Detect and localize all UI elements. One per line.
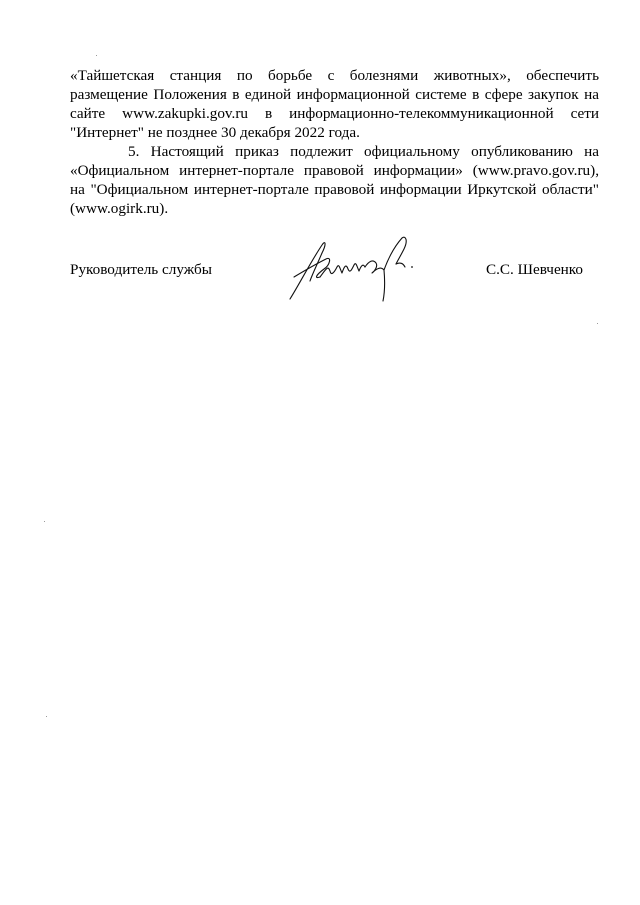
scan-speck [46,716,47,717]
text-line: «Официальном интернет-портале правовой информации» (www.pravo.gov.ru), [70,162,599,179]
signer-title: Руководитель службы [70,261,212,278]
text-line: размещение Положения в единой информационной системе в сфере закупок на [70,86,599,103]
signer-name: С.С. Шевченко [486,261,584,278]
handwritten-signature [284,233,424,305]
scan-speck [597,323,598,324]
scan-speck [44,521,45,522]
text-line: на "Официальном интернет-портале правовой информации Иркутской области" [70,181,599,198]
text-line: «Тайшетская станция по борьбе с болезнями животных», обеспечить [70,67,599,84]
text-line: "Интернет" не позднее 30 декабря 2022 года. [70,124,360,141]
scan-speck [96,55,97,56]
text-line: (www.ogirk.ru). [70,200,169,217]
text-line: сайте www.zakupki.gov.ru в информационно-телекоммуникационной сети [70,105,599,122]
paragraph-5-first-line: 5. Настоящий приказ подлежит официальному опубликованию на [128,143,599,160]
document-body [70,66,599,218]
